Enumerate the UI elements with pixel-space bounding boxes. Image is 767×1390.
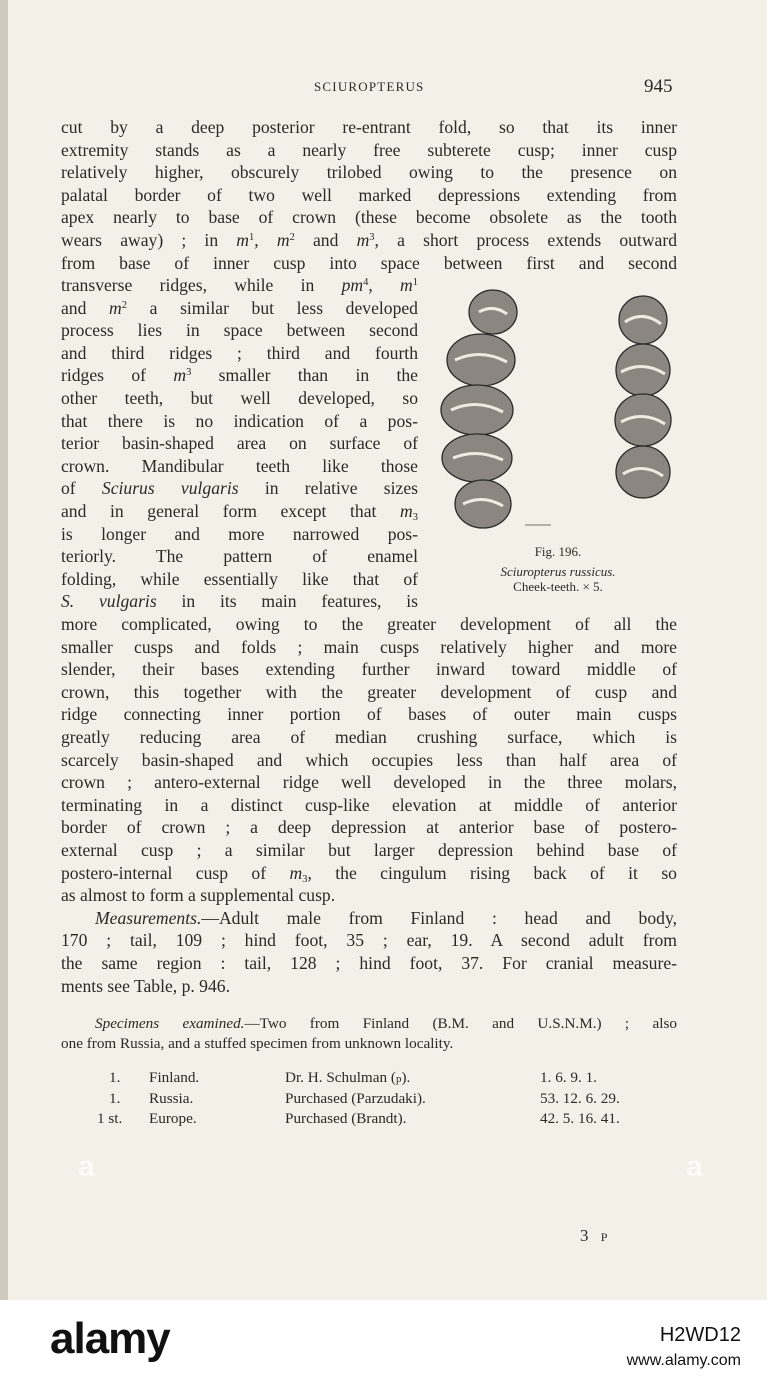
specimens-heading: Specimens examined.: [95, 1015, 245, 1032]
watermark: a: [78, 1150, 95, 1183]
alamy-logo: alamy: [50, 1314, 170, 1363]
specimen-number: 1. 6. 9. 1.: [540, 1069, 597, 1086]
specimen-locality: Europe.: [149, 1110, 197, 1127]
text-line: that there is no indication of a pos-: [61, 410, 418, 431]
specimen-source: Purchased (Parzudaki).: [285, 1089, 426, 1107]
text-line: other teeth, but well developed, so: [61, 387, 418, 408]
text-line: is longer and more narrowed pos-: [61, 523, 418, 544]
specimens-line: Specimens examined.—Two from Finland (B.M. and U.S.N.M.) ; also: [95, 1015, 677, 1032]
text-line: of Sciurus vulgaris in relative sizes: [61, 478, 418, 499]
figure-196: [433, 282, 683, 602]
text-line: relatively higher, obscurely trilobed owing to the presence on: [61, 162, 677, 183]
body-text-top: [61, 116, 677, 274]
figure-species: Sciuropterus russicus.: [500, 564, 616, 579]
table-row: [61, 1089, 677, 1110]
specimen-count: 1.: [109, 1069, 121, 1086]
text-line: extremity stands as a nearly free subterete cusp; inner cusp: [61, 139, 677, 160]
text-line: postero-internal cusp of $m_3$, the cingulum rising back of it so: [61, 862, 677, 885]
measurements-line: Measurements.—Adult male from Finland : head and body,: [95, 907, 677, 928]
measurements-line: 170 ; tail, 109 ; hind foot, 35 ; ear, 19. A second adult from: [61, 930, 677, 951]
specimen-locality: Finland.: [149, 1069, 200, 1086]
text-line: crown ; antero-external ridge well developed in the three molars,: [61, 772, 677, 793]
specimens-paragraph: [61, 1014, 677, 1054]
watermark: a: [686, 1150, 703, 1183]
text-line: as almost to form a supplemental cusp.: [61, 885, 336, 906]
text-line: cut by a deep posterior re-entrant fold, so that its inner: [61, 117, 677, 137]
specimen-locality: Russia.: [149, 1089, 194, 1107]
specimen-number: 42. 5. 16. 41.: [540, 1110, 620, 1127]
text-line: ridges of $m^3$ smaller than in the: [61, 365, 418, 386]
text-line: border of crown ; a deep depression at anterior base of postero-: [61, 817, 677, 838]
measurements-line: the same region : tail, 128 ; hind foot, 37. For cranial measure-: [61, 952, 677, 973]
specimen-number: 53. 12. 6. 29.: [540, 1089, 620, 1107]
signature-mark: 3 P: [580, 1226, 612, 1245]
text-line: external cusp ; a similar but larger depression behind base of: [61, 839, 677, 860]
specimen-count: 1 st.: [97, 1110, 123, 1127]
text-line: slender, their bases extending further inward toward middle of: [61, 659, 677, 680]
text-line: teriorly. The pattern of enamel: [61, 546, 418, 567]
text-line: palatal border of two well marked depressions extending from: [61, 184, 677, 205]
text-line: crown. Mandibular teeth like those: [61, 455, 418, 476]
table-row: [61, 1109, 677, 1130]
measurements-heading: Measurements.: [95, 907, 202, 928]
tooth: [469, 290, 517, 334]
specimen-count: 1.: [109, 1089, 121, 1107]
page-number: 945: [644, 76, 673, 97]
measurements-line: ments see Table, p. 946.: [61, 975, 230, 996]
figure-label: Fig. 196.: [534, 544, 582, 559]
stock-banner: [0, 1300, 767, 1390]
text-line: smaller cusps and folds ; main cusps relatively higher and more: [61, 636, 677, 657]
image-id: H2WD12: [659, 1324, 741, 1346]
text-line: greatly reducing area of median crushing surface, which is: [61, 726, 677, 747]
text-line: terior basin-shaped area on surface of: [61, 433, 418, 454]
running-head: SCIUROPTERUS: [314, 79, 425, 94]
text-line: from base of inner cusp into space between first and second: [61, 252, 677, 273]
table-row: [61, 1068, 677, 1089]
text-line: and $m^2$ a similar but less developed: [61, 297, 418, 318]
text-line: ridge connecting inner portion of bases of outer main cusps: [61, 704, 677, 725]
specimens-line: one from Russia, and a stuffed specimen from unknown locality.: [61, 1035, 454, 1052]
specimens-table: [61, 1068, 677, 1130]
text-line: S. vulgaris in its main features, is: [61, 591, 418, 612]
text-line: more complicated, owing to the greater development of all the: [61, 614, 677, 634]
text-line: crown, this together with the greater development of cusp and: [61, 681, 677, 702]
body-text-column: [61, 274, 418, 613]
body-text-bottom: [61, 613, 677, 997]
text-line: transverse ridges, while in $pm^4$, $m^1$: [61, 275, 418, 295]
text-line: folding, while essentially like that of: [61, 568, 418, 589]
site-url: www.alamy.com: [626, 1352, 741, 1369]
text-line: apex nearly to base of crown (these become obsolete as the tooth: [61, 207, 677, 228]
text-line: wears away) ; in $m^1$, $m^2$ and $m^3$, a short process extends outward: [61, 229, 677, 250]
specimen-source: Dr. H. Schulman (p).: [285, 1069, 411, 1086]
text-line: and third ridges ; third and fourth: [61, 342, 418, 363]
text-line: process lies in space between second: [61, 320, 418, 341]
text-line: scarcely basin-shaped and which occupies less than half area of: [61, 749, 677, 770]
text-line: and in general form except that $m_3$: [61, 500, 418, 523]
cheek-teeth-illustration: [433, 282, 683, 547]
figure-detail: Cheek-teeth. × 5.: [513, 579, 603, 594]
text-line: terminating in a distinct cusp-like elevation at middle of anterior: [61, 794, 677, 815]
specimen-source: Purchased (Brandt).: [285, 1110, 407, 1127]
page-header: [8, 76, 767, 98]
